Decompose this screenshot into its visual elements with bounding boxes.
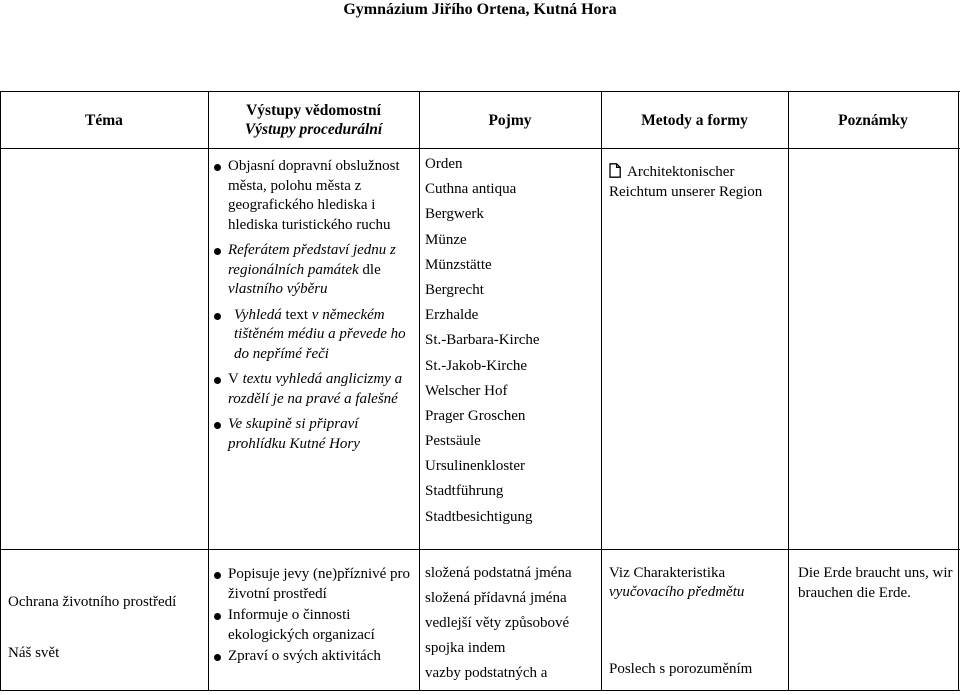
row1-bottom-border xyxy=(0,549,960,550)
row2-tema-2: Náš svět xyxy=(8,645,60,661)
term-item: vazby podstatných a xyxy=(425,665,548,681)
row2-metody-1: Viz Charakteristika xyxy=(609,565,726,581)
header-vystupy-line2: Výstupy procedurální xyxy=(244,121,383,138)
row1-note-cell xyxy=(609,163,787,202)
row2-tema-1: Ochrana životního prostředí xyxy=(8,594,177,610)
row1-note-text: Architektonischer Reichtum unserer Region xyxy=(609,164,763,200)
list-item: Popisuje jevy (ne)příznivé pro životní prostředí xyxy=(212,565,412,604)
term-item: Ursulinenkloster xyxy=(425,458,525,475)
header-tema: Téma xyxy=(85,111,123,129)
col-divider-4 xyxy=(788,91,789,691)
term-item: Bergwerk xyxy=(425,206,484,223)
list-item: Ve skupině si připraví prohlídku Kutné Hory xyxy=(212,415,412,454)
col-divider-3 xyxy=(601,91,602,691)
header-vystupy xyxy=(208,92,419,148)
term-item: Bergrecht xyxy=(425,281,484,298)
document-icon xyxy=(609,163,621,178)
term-item: Orden xyxy=(425,156,463,172)
row1-outputs-cell xyxy=(212,157,412,460)
row2-terms-cell xyxy=(425,561,597,686)
term-item: Prager Groschen xyxy=(425,407,526,424)
school-title: Gymnázium Jiřího Ortena, Kutná Hora xyxy=(343,1,617,18)
header-pojmy: Pojmy xyxy=(488,111,532,129)
row2-metody-3: Poslech s porozuměním xyxy=(609,661,753,677)
row2-outputs-cell xyxy=(212,565,412,669)
term-item: Pestsäule xyxy=(425,433,481,450)
term-item: Münze xyxy=(425,231,467,248)
header-vystupy-line1: Výstupy vědomostní xyxy=(246,102,381,119)
header-bottom-border xyxy=(0,148,960,149)
term-item: Münzstätte xyxy=(425,256,492,273)
header-poznamky: Poznámky xyxy=(838,111,908,129)
table-bottom-border xyxy=(0,690,960,691)
row2-note: Die Erde braucht uns, wir brauchen die Erde. xyxy=(798,565,953,601)
term-item: složená přídavná jména xyxy=(425,590,567,606)
row2-metody-2: vyučovacího předmětu xyxy=(609,584,745,600)
list-item: Vyhledá text v německém tištěném médiu a převede ho do nepřímé řeči xyxy=(212,306,412,365)
list-item: V textu vyhledá anglicizmy a rozdělí je na pravé a falešné xyxy=(212,370,412,409)
list-item: Objasní dopravní obslužnost města, polohu města z geografického hlediska i hlediska turistického ruchu xyxy=(212,157,412,235)
list-item: Zpraví o svých aktivitách xyxy=(212,647,412,667)
header-metody: Metody a formy xyxy=(641,111,748,129)
term-item: složená podstatná jména xyxy=(425,565,572,581)
term-item: St.-Barbara-Kirche xyxy=(425,332,540,349)
term-item: spojka indem xyxy=(425,640,506,656)
row1-outputs-list xyxy=(212,157,412,454)
col-divider-1 xyxy=(208,91,209,691)
list-item: Informuje o činnosti ekologických organizací xyxy=(212,606,412,645)
term-item: Stadtführung xyxy=(425,483,504,500)
term-item: St.-Jakob-Kirche xyxy=(425,357,528,374)
table-right-border xyxy=(958,91,959,691)
term-item: vedlejší věty způsobové xyxy=(425,615,570,631)
term-item: Erzhalde xyxy=(425,307,479,324)
term-item: Cuthna antiqua xyxy=(425,181,517,198)
table-left-border xyxy=(0,91,1,691)
row1-terms-cell xyxy=(425,152,597,530)
term-item: Welscher Hof xyxy=(425,382,508,399)
col-divider-2 xyxy=(419,91,420,691)
row2-outputs-list xyxy=(212,565,412,667)
list-item: Referátem představí jednu z regionálních památek dle vlastního výběru xyxy=(212,241,412,300)
term-item: Stadtbesichtigung xyxy=(425,508,533,525)
